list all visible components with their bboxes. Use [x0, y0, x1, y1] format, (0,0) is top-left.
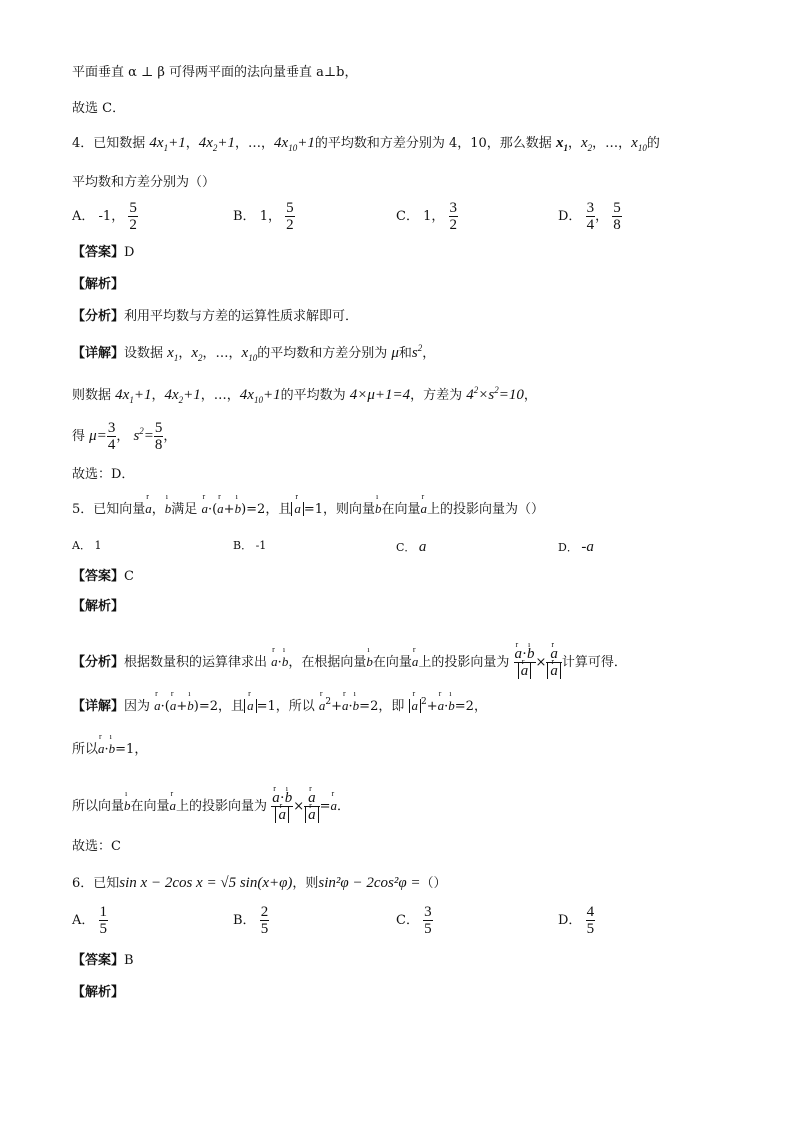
question-5-stem: 5．已知向量r a，ı b满足 r a·(r a+ı b)=2，且r a =1，则向量ı b在向量r a上的投影向量为（） [72, 502, 544, 516]
option-b: B． -1 [233, 539, 267, 552]
xiangjie-row-2: 则数据 $4x_1+1$，$4x_2+1$，…，$4x_{10}+1$的平均数为 4×μ+1=4，方差为 $4^2\times s^2=10$， [72, 385, 537, 405]
option-a: A． 1 [72, 539, 102, 552]
answer-row: 【答案】C [72, 569, 134, 584]
fenxi-row: 【分析】根据数量积的运算律求出 r a·ı b，在根据向量ı b在向量r a上的投影向量为 r a·ı b r a × r a r a 计算可得． [72, 646, 627, 679]
option-d: D． -a [558, 539, 594, 555]
xiangjie-row-2: 所以r a·ı b=1， [72, 742, 147, 756]
option-b: B． 1， $\frac{5}{2}$ [233, 200, 294, 233]
xiangjie-row: 【详解】因为 r a·(r a+ı b)=2，且r a =1，所以 r $a^2+r$ a·ı b=2，即 r a $^2$+r a·ı b=2， [72, 698, 487, 713]
xiangjie-row: 【详解】设数据 $x_1$，$x_2$，…，$x_{10}$的平均数和方差分别为 μ和$s^2$， [72, 343, 436, 363]
option-c: C． $\frac{3}{5}$ [396, 904, 432, 937]
xiangjie-row-3: 得 μ= $\frac{3}{4}$ ， $s^2=$ $\frac{5}{8}$ ， [72, 420, 177, 453]
option-c: C． a [396, 539, 427, 555]
analysis-label: 【解析】 [72, 277, 125, 292]
answer-row: 【答案】D [72, 245, 135, 260]
question-4-stem: 4．已知数据 $4x_1+1$，$4x_2+1$，…，$4x_{10}+1$的平均数和方差分别为 4，10，那么数据 $x_1$，$x_2$，…，$x_{10}$的 [72, 135, 660, 153]
choose-row: 故选：D． [72, 467, 135, 482]
text-line: 故选 C． [72, 101, 126, 116]
text-line: 平面垂直 α ⊥ β 可得两平面的法向量垂直 a⊥b， [72, 65, 358, 80]
option-a: A． $\frac{1}{5}$ [72, 904, 108, 937]
option-d: D． $\frac{3}{4}$ ， $\frac{5}{8}$ [558, 200, 621, 233]
option-d: D． $\frac{4}{5}$ [558, 904, 595, 937]
analysis-label: 【解析】 [72, 599, 125, 614]
question-4-stem-line2: 平均数和方差分别为（） [72, 175, 216, 190]
xiangjie-row-3: 所以向量ı b在向量r a上的投影向量为 r a·ı b r a × r a r a =r a． [72, 790, 350, 823]
answer-row: 【答案】B [72, 953, 134, 968]
fenxi-row: 【分析】利用平均数与方差的运算性质求解即可． [72, 309, 359, 324]
option-a: A． -1， $\frac{5}{2}$ [72, 200, 137, 233]
question-6-stem: 6．已知sin x − 2cos x = √5 sin(x+φ)，则sin²φ − 2cos²φ =（） [72, 875, 447, 891]
analysis-label: 【解析】 [72, 985, 125, 1000]
option-b: B． $\frac{2}{5}$ [233, 904, 269, 937]
choose-row: 故选：C [72, 839, 121, 854]
option-c: C． 1， $\frac{3}{2}$ [396, 200, 458, 233]
